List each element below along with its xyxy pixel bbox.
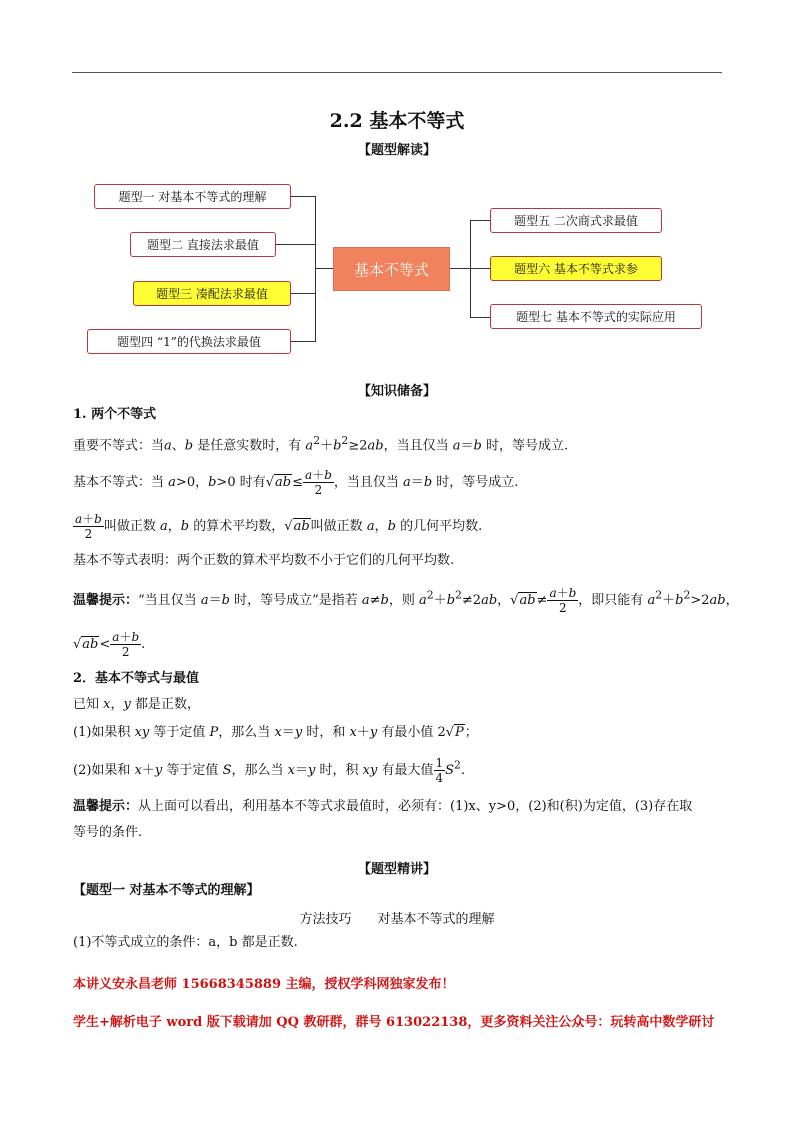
- mindmap-type5: 题型五 二次商式求最值: [490, 208, 662, 233]
- section-heading-lecture: 【题型精讲】: [357, 862, 436, 877]
- condition-text: (1)不等式成立的条件：a，b 都是正数.: [73, 935, 298, 950]
- mindmap-type1: 题型一 对基本不等式的理解: [94, 184, 291, 209]
- tip-1-line2: √ab< $\frac{a+b}{2}$ .: [73, 630, 146, 659]
- mindmap-type7: 题型七 基本不等式的实际应用: [490, 304, 702, 329]
- mindmap-type4: 题型四 “1”的代换法求最值: [87, 329, 291, 354]
- method-tip: 方法技巧 对基本不等式的理解: [299, 912, 495, 927]
- download-notice: 学生+解析电子 word 版下载请加 QQ 教研群，群号 613022138，更多资料关注公众号：玩转高中数学研讨: [73, 1015, 715, 1030]
- mindmap-center: 基本不等式: [333, 247, 450, 291]
- type1-heading: 【题型一 对基本不等式的理解】: [73, 883, 260, 898]
- page-title: 2.2 基本不等式: [329, 110, 465, 132]
- known-positive: 已知 x，y 都是正数，: [73, 697, 201, 712]
- section-heading-reading: 【题型解读】: [357, 143, 436, 158]
- heading-two-inequalities: 1. 两个不等式: [73, 407, 157, 422]
- important-inequality: 重要不等式：当a、b 是任意实数时，有 $a^2+b^2\ge 2ab$，当且仅当 a＝b 时，等号成立.: [73, 434, 569, 454]
- extremum-item-2: (2)如果和 x＋y 等于定值 S，那么当 x＝y 时，积 xy 有最大值 $\frac{1}{4}$ $S^2$.: [73, 756, 466, 785]
- header-rule: [72, 72, 722, 73]
- tip-2-line1: 温馨提示：从上面可以看出，利用基本不等式求最值时，必须有：(1)x、y>0，(2)和(积)为定值，(3)存在取: [73, 799, 693, 814]
- copyright-notice: 本讲义安永昌老师 15668345889 主编，授权学科网独家发布！: [73, 977, 455, 992]
- means-definition: $\frac{a+b}{2}$ 叫做正数 a，b 的算术平均数，√ab叫做正数 a，b 的几何平均数.: [75, 512, 483, 541]
- section-heading-knowledge: 【知识储备】: [357, 384, 436, 399]
- mindmap-type3: 题型三 凑配法求最值: [133, 281, 291, 306]
- basic-inequality: 基本不等式：当 a>0，b>0 时有√ab≤ $\frac{a+b}{2}$ ，当且仅当 a＝b 时，等号成立.: [73, 468, 519, 497]
- basic-inequality-meaning: 基本不等式表明：两个正数的算术平均数不小于它们的几何平均数.: [73, 553, 455, 568]
- heading-inequality-extremum: 2．基本不等式与最值: [73, 671, 200, 686]
- mindmap-type6: 题型六 基本不等式求参: [490, 256, 662, 281]
- tip-1-line1: 温馨提示：“当且仅当 a＝b 时，等号成立”是指若 a≠b，则 $a^2+b^2\ne 2ab$，√ab≠ $\frac{a+b}{2}$ ，即只能有 $a^2+b^2>2ab$，: [73, 586, 739, 615]
- extremum-item-1: (1)如果积 xy 等于定值 P，那么当 x＝y 时，和 x＋y 有最小值 2√P；: [73, 725, 478, 740]
- mindmap-type2: 题型二 直接法求最值: [130, 232, 276, 257]
- tip-2-line2: 等号的条件.: [73, 825, 143, 840]
